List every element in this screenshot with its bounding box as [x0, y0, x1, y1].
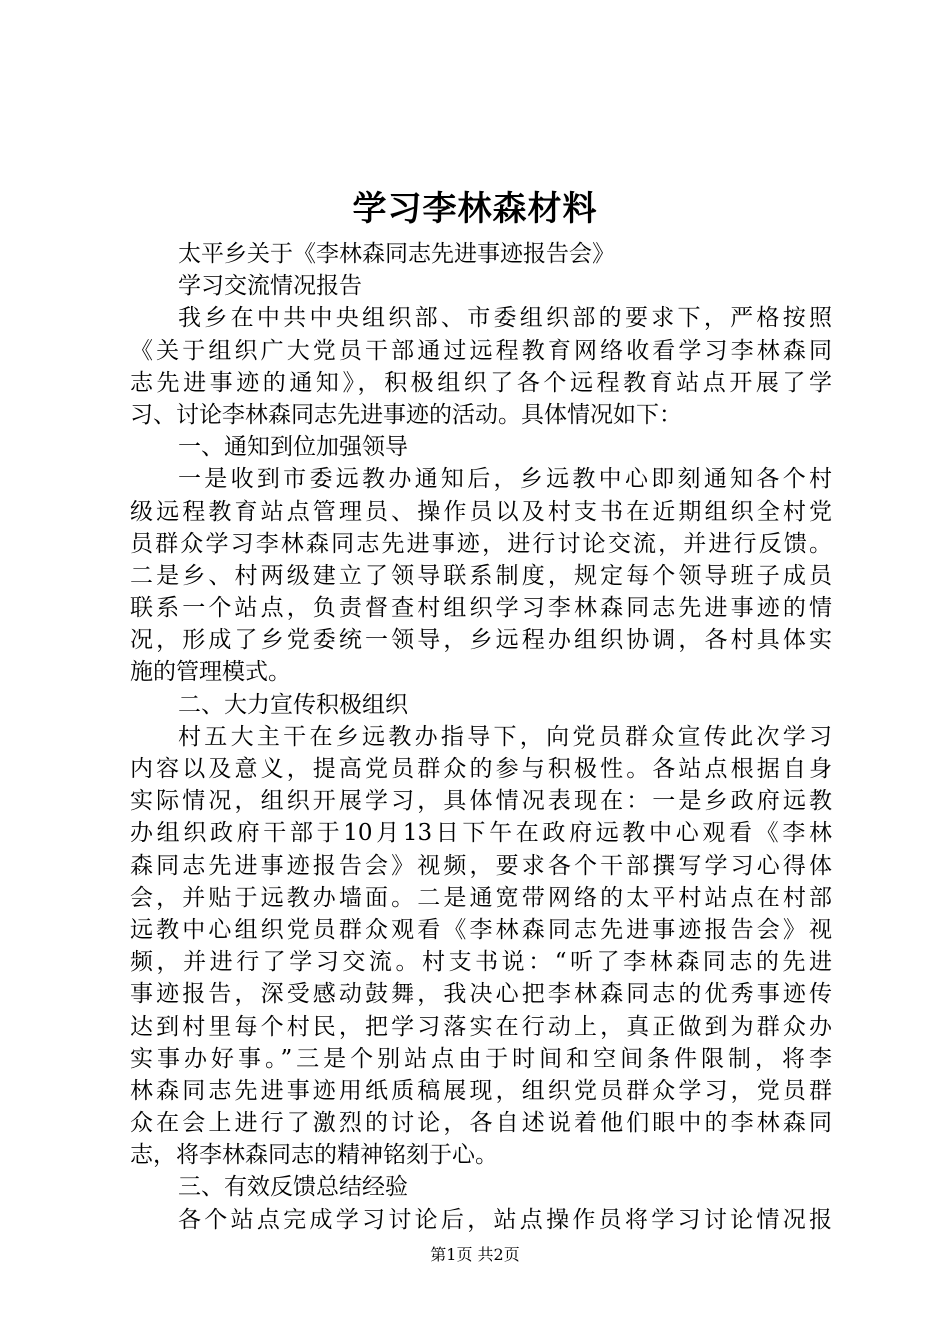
text-line: 《关于组织广大党员干部通过远程教育网络收看学习李林森同	[130, 337, 832, 364]
text-line: 况，形成了乡党委统一领导，乡远程办组织协调，各村具体实	[130, 627, 832, 654]
page-footer: 第1页 共2页	[430, 1245, 520, 1264]
text-line: 二是乡、村两级建立了领导联系制度，规定每个领导班子成员	[130, 562, 832, 589]
text-line: 众在会上进行了激烈的讨论，各自述说着他们眼中的李林森同	[130, 1110, 832, 1137]
text-line: 内容以及意义，提高党员群众的参与积极性。各站点根据自身	[130, 756, 832, 782]
text-line: 各个站点完成学习讨论后，站点操作员将学习讨论情况报	[178, 1206, 832, 1233]
text-line: 志先进事迹的通知》，积极组织了各个远程教育站点开展了学	[130, 369, 832, 396]
text-line: 学习交流情况报告	[178, 273, 362, 300]
text-line: 习、讨论李林森同志先进事迹的活动。具体情况如下：	[130, 401, 682, 428]
text-line: 太平乡关于《李林森同志先进事迹报告会》	[178, 241, 615, 267]
text-line: 一、通知到位加强领导	[178, 434, 408, 461]
text-line: 森同志先进事迹报告会》视频，要求各个干部撰写学习心得体	[130, 852, 832, 879]
text-line: 会，并贴于远教办墙面。二是通宽带网络的太平村站点在村部	[130, 884, 832, 911]
text-line: 林森同志先进事迹用纸质稿展现，组织党员群众学习，党员群	[130, 1077, 832, 1104]
text-line: 达到村里每个村民，把学习落实在行动上，真正做到为群众办	[130, 1013, 832, 1040]
text-line: 实事办好事。”三是个别站点由于时间和空间条件限制，将李	[130, 1045, 832, 1072]
text-line: 频，并进行了学习交流。村支书说：“听了李林森同志的先进	[130, 949, 832, 976]
text-line: 级远程教育站点管理员、操作员以及村支书在近期组织全村党	[130, 498, 832, 525]
document-title: 学习李林森材料	[352, 189, 598, 229]
text-line: 我乡在中共中央组织部、市委组织部的要求下，严格按照	[178, 305, 832, 332]
text-line: 三、有效反馈总结经验	[178, 1174, 408, 1201]
text-line: 实际情况，组织开展学习，具体情况表现在：一是乡政府远教	[130, 788, 832, 815]
text-line: 二、大力宣传积极组织	[178, 691, 408, 718]
text-line: 一是收到市委远教办通知后，乡远教中心即刻通知各个村	[178, 466, 832, 493]
text-line: 联系一个站点，负责督查村组织学习李林森同志先进事迹的情	[130, 595, 832, 622]
text-line: 志，将李林森同志的精神铭刻于心。	[130, 1142, 498, 1169]
text-line: 办组织政府干部于10月13日下午在政府远教中心观看《李林	[130, 820, 832, 847]
text-line: 事迹报告，深受感动鼓舞，我决心把李林森同志的优秀事迹传	[130, 981, 832, 1008]
document-body	[130, 238, 832, 1236]
text-line: 远教中心组织党员群众观看《李林森同志先进事迹报告会》视	[130, 916, 832, 943]
text-line: 员群众学习李林森同志先进事迹，进行讨论交流，并进行反馈。	[130, 530, 832, 557]
text-line: 村五大主干在乡远教办指导下，向党员群众宣传此次学习	[178, 723, 832, 750]
text-line: 施的管理模式。	[130, 659, 291, 686]
